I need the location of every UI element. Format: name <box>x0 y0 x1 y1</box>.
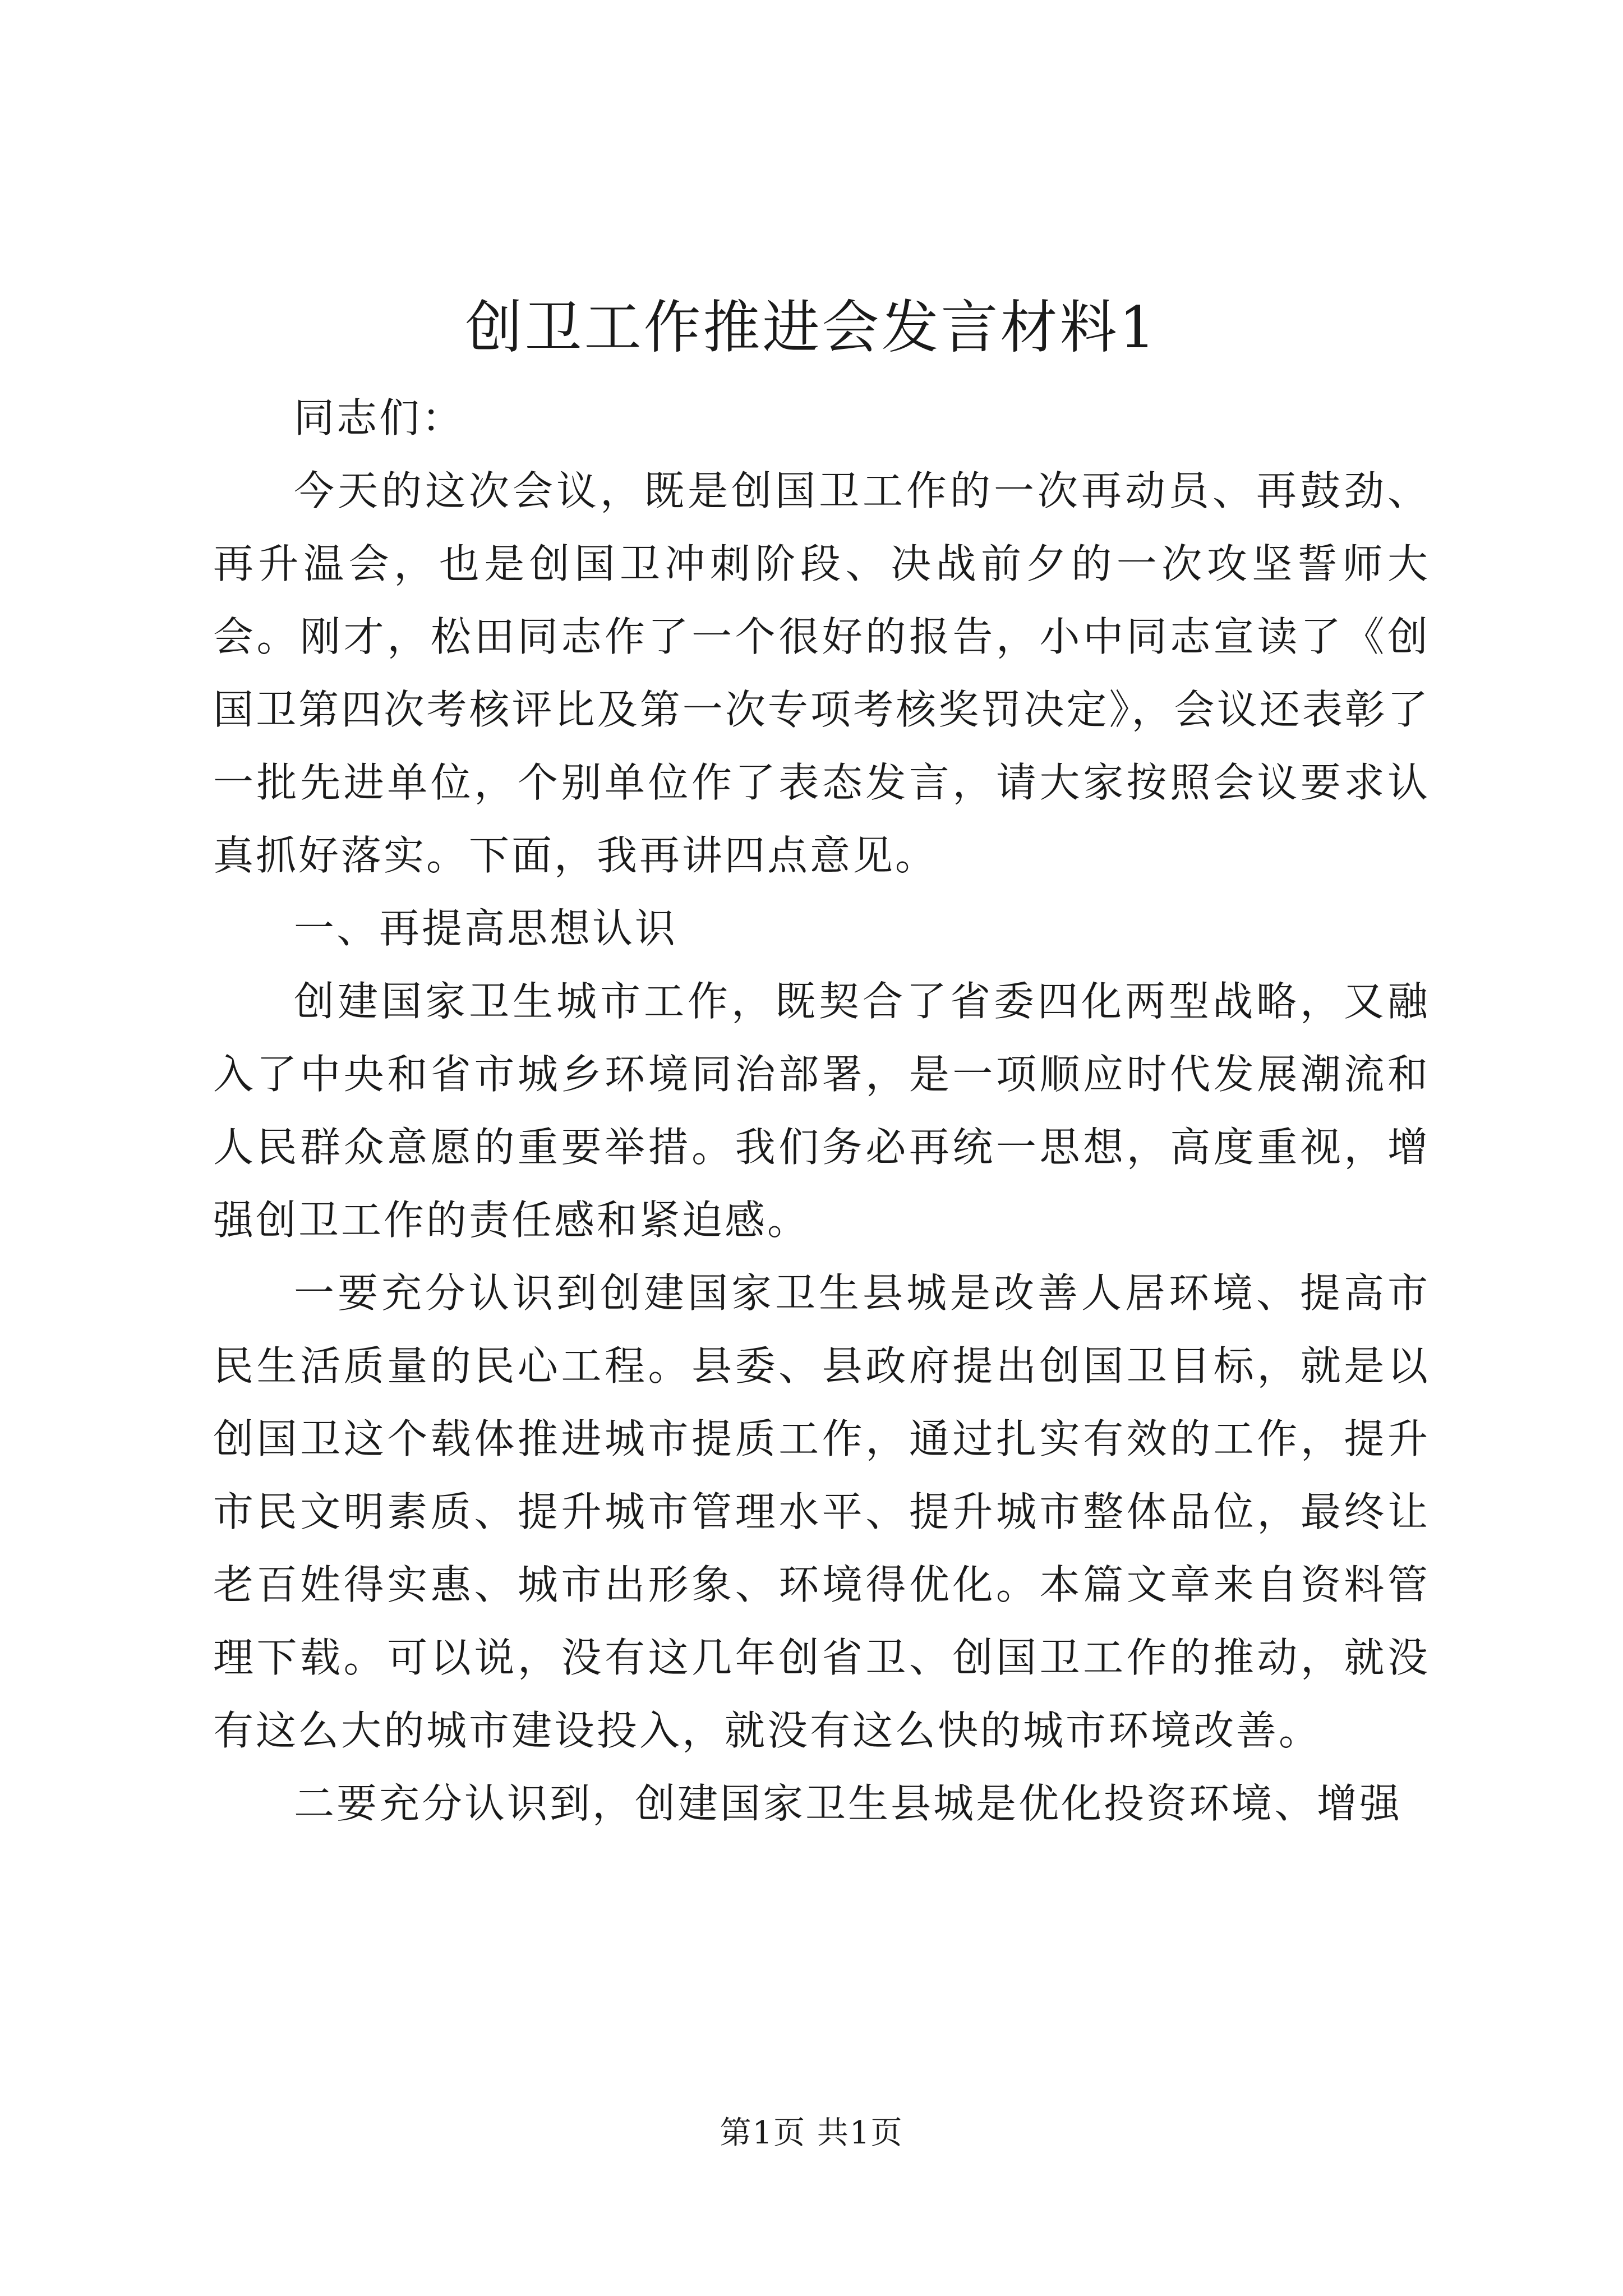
paragraph-salutation: 同志们： <box>294 394 465 441</box>
section-heading-1: 一、再提高思想认识 <box>294 905 678 952</box>
document-body <box>213 381 1430 1840</box>
document-title: 创卫工作推进会发言材料1 <box>465 295 1158 361</box>
paragraph-point-1: 一要充分认识到创建国家卫生县城是改善人居环境、提高市民生活质量的民心工程。县委、县政府提出创国卫目标，就是以创国卫这个载体推进城市提质工作，通过扎实有效的工作，提升市民文明素质、提升城市管理水平、提升城市整体品位，最终让老百姓得实惠、城市出形象、环境得优化。本篇文章来自资料管理下载。可以说，没有这几年创省卫、创国卫工作的推动，就没有这么大的城市建设投入，就没有这么快的城市环境改善。 <box>213 1269 1430 1754</box>
paragraph-section-1: 创建国家卫生城市工作，既契合了省委四化两型战略，又融入了中央和省市城乡环境同治部署，是一项顺应时代发展潮流和人民群众意愿的重要举措。我们务必再统一思想，高度重视，增强创卫工作的责任感和紧迫感。 <box>213 978 1430 1244</box>
paragraph-point-2: 二要充分认识到，创建国家卫生县城是优化投资环境、增强 <box>294 1780 1403 1827</box>
paragraph-intro: 今天的这次会议，既是创国卫工作的一次再动员、再鼓劲、再升温会，也是创国卫冲刺阶段、决战前夕的一次攻坚誓师大会。刚才，松田同志作了一个很好的报告，小中同志宣读了《创国卫第四次考核评比及第一次专项考核奖罚决定》，会议还表彰了一批先进单位，个别单位作了表态发言，请大家按照会议要求认真抓好落实。下面，我再讲四点意见。 <box>213 467 1430 879</box>
page-footer: 第1页 共1页 <box>720 2115 903 2151</box>
